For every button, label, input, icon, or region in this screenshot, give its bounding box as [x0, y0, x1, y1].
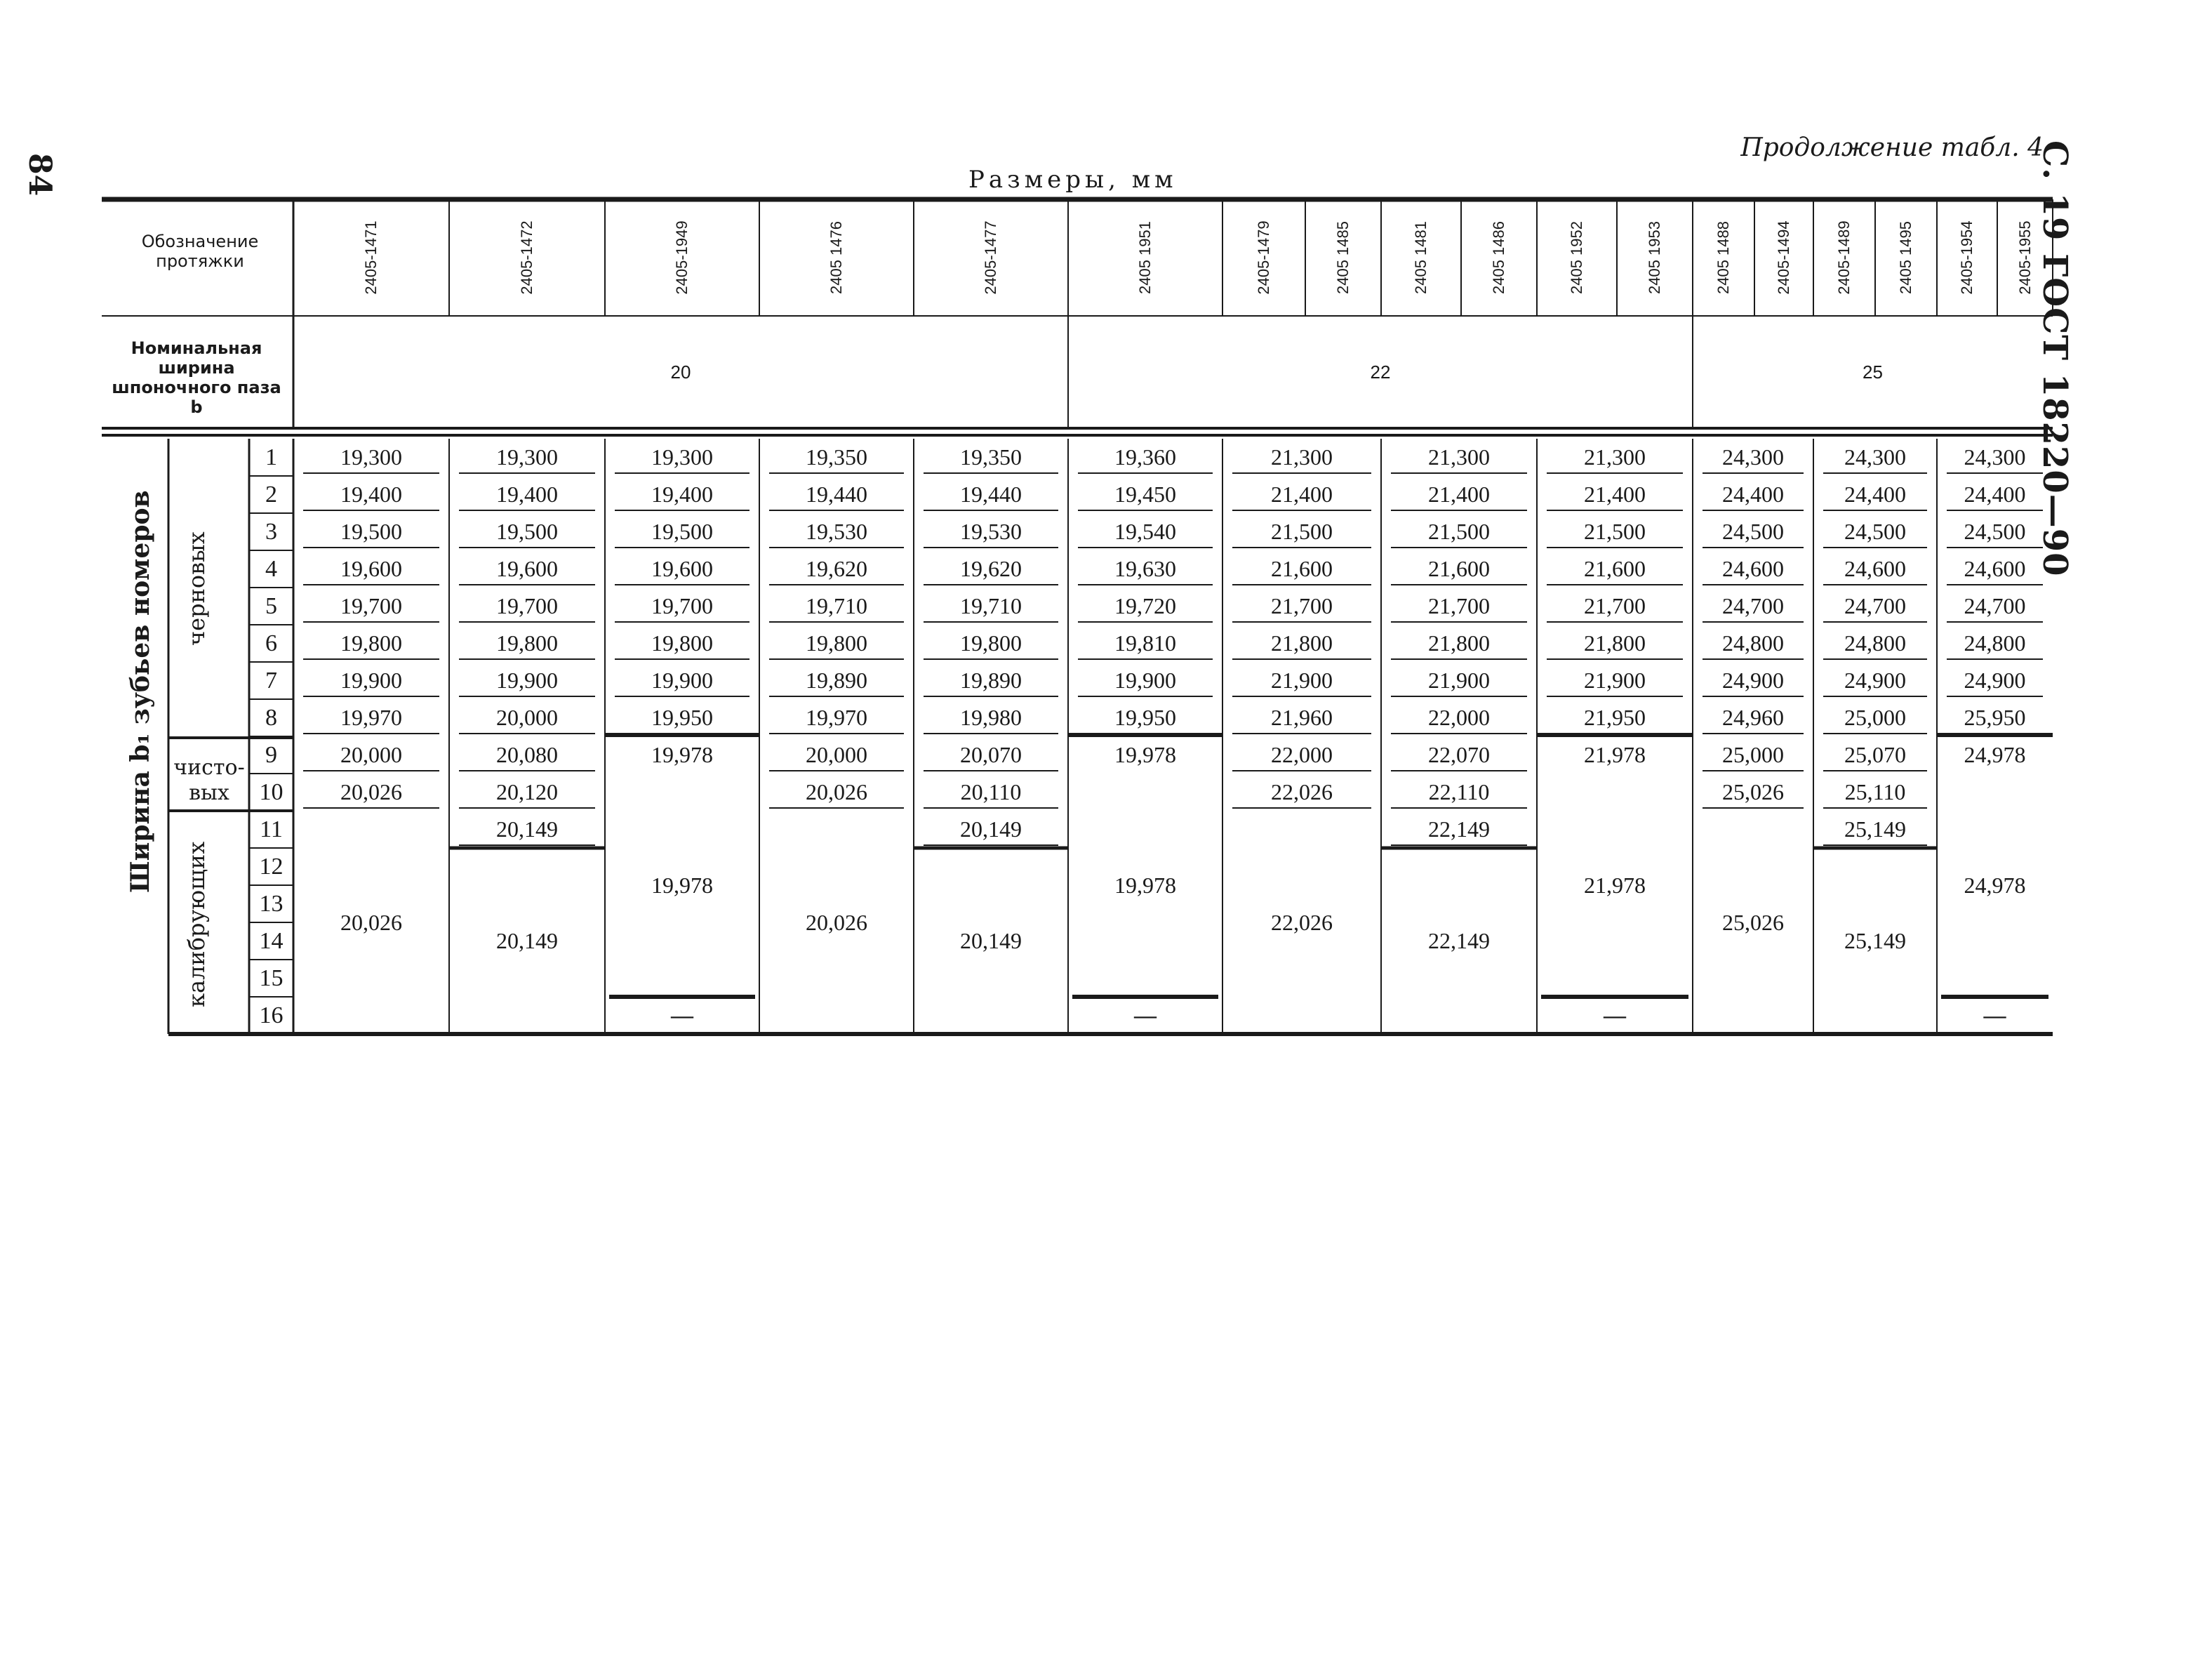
tooth-width-value: 21,960 — [1271, 705, 1333, 730]
tooth-number: 1 — [265, 444, 277, 470]
tool-designation: 2405-1472 — [518, 220, 535, 295]
tooth-width-value: 24,500 — [1964, 519, 2026, 544]
tooth-width-value: 19,890 — [806, 668, 867, 693]
tooth-number: 13 — [259, 890, 284, 917]
tooth-width-value: 21,700 — [1428, 593, 1490, 618]
tooth-number: 16 — [259, 1002, 284, 1028]
tooth-width-value: 21,600 — [1584, 556, 1646, 581]
tooth-width-value: 20,120 — [496, 779, 558, 804]
group-rough-label: черновых — [183, 531, 210, 646]
tooth-width-value: 22,149 — [1428, 816, 1490, 842]
tooth-width-value: 25,110 — [1844, 779, 1906, 804]
tooth-width-value: 25,026 — [1722, 779, 1784, 804]
tooth-number: 2 — [265, 481, 277, 508]
tool-designation: 2405 1481 — [1412, 221, 1430, 294]
tooth-width-value: 20,000 — [340, 742, 402, 767]
tooth-width-value: 19,890 — [960, 668, 1022, 693]
tooth-width-value: 21,300 — [1271, 444, 1333, 470]
tool-designation: 2405 1953 — [1646, 221, 1663, 294]
tooth-width-value: 24,800 — [1844, 630, 1906, 656]
tooth-width-value: 21,300 — [1428, 444, 1490, 470]
tooth-width-value: 21,600 — [1271, 556, 1333, 581]
tooth-width-value: 25,000 — [1844, 705, 1906, 730]
tooth-width-value: 19,300 — [496, 444, 558, 470]
tooth-width-value: 19,980 — [960, 705, 1022, 730]
tooth-width-value: 21,700 — [1584, 593, 1646, 618]
tooth-width-value: 21,500 — [1584, 519, 1646, 544]
nominal-width-value: 20 — [670, 361, 691, 383]
tool-designation: 2405 1488 — [1714, 221, 1732, 294]
tooth-width-value: 19,540 — [1114, 519, 1176, 544]
tooth-width-value: 21,900 — [1271, 668, 1333, 693]
calibrating-width-value: 20,149 — [496, 928, 558, 953]
tooth-width-value: 20,070 — [960, 742, 1022, 767]
tooth-width-value: 24,900 — [1964, 668, 2026, 693]
calibrating-width-value: 24,978 — [1964, 872, 2026, 898]
tooth-width-value: 24,400 — [1844, 482, 1906, 507]
tooth-width-value: 19,800 — [496, 630, 558, 656]
calibrating-width-value: 20,026 — [806, 909, 867, 935]
tooth-width-value: 19,440 — [806, 482, 867, 507]
nominal-width-value: 22 — [1370, 361, 1391, 383]
tooth-width-value: 25,149 — [1844, 816, 1906, 842]
group-finish-label: чисто-вых — [173, 755, 245, 805]
tooth-width-value: 19,500 — [496, 519, 558, 544]
tooth-number: 3 — [265, 518, 277, 545]
tooth-width-value: 21,700 — [1271, 593, 1333, 618]
tool-designation: 2405-1954 — [1958, 220, 1976, 295]
tooth-number: 14 — [259, 927, 284, 954]
tooth-width-value: 24,978 — [1964, 742, 2026, 767]
tooth-number: 8 — [265, 704, 277, 731]
tooth-width-value: 19,950 — [1114, 705, 1176, 730]
tooth-width-value: 20,000 — [806, 742, 867, 767]
tooth-width-value: 24,300 — [1722, 444, 1784, 470]
tooth-width-value: 19,978 — [1114, 742, 1176, 767]
tooth-width-value: 21,400 — [1428, 482, 1490, 507]
tooth-width-value: 24,960 — [1722, 705, 1784, 730]
tooth-width-value: 21,800 — [1271, 630, 1333, 656]
calibrating-width-value: 25,149 — [1844, 928, 1906, 953]
tooth-width-value: 19,600 — [340, 556, 402, 581]
tooth-width-value: 19,950 — [651, 705, 713, 730]
standard-title: С. 19 ГОСТ 18220—90 — [2035, 140, 2074, 577]
tooth-width-value: 24,600 — [1722, 556, 1784, 581]
tooth-width-value: 19,970 — [806, 705, 867, 730]
tooth-number: 12 — [259, 853, 284, 880]
calibrating-width-value: 25,026 — [1722, 909, 1784, 935]
tooth-width-value: 19,620 — [960, 556, 1022, 581]
tool-designation: 2405 1486 — [1490, 221, 1507, 294]
tooth-number: 5 — [265, 592, 277, 619]
tool-designation: 2405-1471 — [362, 220, 380, 295]
calibrating-width-value: 21,978 — [1584, 872, 1646, 898]
dash-cell: — — [671, 1002, 693, 1028]
tooth-width-value: 24,800 — [1722, 630, 1784, 656]
sizes-header: Размеры, мм — [968, 166, 1178, 194]
tool-designation: 2405-1955 — [2016, 220, 2034, 295]
continuation-label: Продолжение табл. 4 — [1740, 133, 2044, 162]
tooth-width-value: 24,900 — [1844, 668, 1906, 693]
tooth-width-value: 19,700 — [651, 593, 713, 618]
tooth-width-value: 25,070 — [1844, 742, 1906, 767]
tooth-width-value: 21,950 — [1584, 705, 1646, 730]
tooth-width-value: 20,149 — [960, 816, 1022, 842]
tooth-width-value: 21,900 — [1428, 668, 1490, 693]
tooth-width-value: 24,500 — [1722, 519, 1784, 544]
tooth-width-value: 20,026 — [340, 779, 402, 804]
tooth-width-value: 24,500 — [1844, 519, 1906, 544]
designation-label: Обозначение протяжки — [141, 232, 259, 271]
tooth-width-value: 19,800 — [806, 630, 867, 656]
calibrating-width-value: 22,026 — [1271, 909, 1333, 935]
tool-designation: 2405-1949 — [673, 220, 691, 295]
tooth-number: 7 — [265, 667, 277, 694]
tooth-width-value: 19,360 — [1114, 444, 1176, 470]
tooth-width-value: 19,530 — [806, 519, 867, 544]
tooth-width-value: 19,300 — [340, 444, 402, 470]
tooth-width-value: 20,000 — [496, 705, 558, 730]
tooth-width-value: 19,810 — [1114, 630, 1176, 656]
tooth-width-value: 19,350 — [806, 444, 867, 470]
tooth-width-value: 19,600 — [496, 556, 558, 581]
tool-designation: 2405-1494 — [1775, 220, 1792, 295]
tooth-width-value: 24,400 — [1722, 482, 1784, 507]
calibrating-width-value: 22,149 — [1428, 928, 1490, 953]
tooth-number: 9 — [265, 741, 277, 768]
calibrating-width-value: 19,978 — [1114, 872, 1176, 898]
tooth-width-value: 19,620 — [806, 556, 867, 581]
tool-designation: 2405-1489 — [1835, 220, 1853, 295]
tooth-width-value: 25,950 — [1964, 705, 2026, 730]
tool-designation: 2405 1485 — [1334, 221, 1352, 294]
tooth-width-value: 19,720 — [1114, 593, 1176, 618]
tooth-width-value: 19,440 — [960, 482, 1022, 507]
tooth-width-value: 19,530 — [960, 519, 1022, 544]
tooth-width-value: 19,800 — [340, 630, 402, 656]
tooth-width-value: 19,600 — [651, 556, 713, 581]
tooth-width-value: 19,630 — [1114, 556, 1176, 581]
tooth-width-value: 24,900 — [1722, 668, 1784, 693]
calibrating-width-value: 20,149 — [960, 928, 1022, 953]
tooth-width-value: 24,700 — [1844, 593, 1906, 618]
tooth-width-value: 24,700 — [1722, 593, 1784, 618]
tooth-number: 11 — [260, 816, 283, 842]
tooth-width-value: 19,900 — [1114, 668, 1176, 693]
tooth-width-value: 19,978 — [651, 742, 713, 767]
tooth-width-value: 20,149 — [496, 816, 558, 842]
tooth-number: 6 — [265, 630, 277, 656]
tool-designation: 2405 1495 — [1897, 221, 1914, 294]
tool-designation: 2405-1477 — [982, 220, 999, 295]
tooth-width-value: 24,800 — [1964, 630, 2026, 656]
tooth-width-value: 19,710 — [960, 593, 1022, 618]
tooth-width-value: 19,400 — [340, 482, 402, 507]
tooth-width-value: 22,000 — [1271, 742, 1333, 767]
nominal-width-label: Номинальная ширина шпоночного паза b — [112, 338, 281, 417]
tooth-width-value: 24,600 — [1964, 556, 2026, 581]
tooth-width-value: 24,400 — [1964, 482, 2026, 507]
tooth-width-value: 19,700 — [496, 593, 558, 618]
tooth-width-value: 19,700 — [340, 593, 402, 618]
tooth-width-value: 21,900 — [1584, 668, 1646, 693]
tooth-number: 10 — [259, 778, 284, 805]
tooth-width-value: 19,710 — [806, 593, 867, 618]
nominal-width-value: 25 — [1863, 361, 1883, 383]
tooth-width-value: 20,110 — [960, 779, 1022, 804]
row-axis-label: Ширина b₁ зубьев номеров — [126, 490, 155, 893]
tooth-number: 15 — [259, 965, 284, 991]
dash-cell: — — [1983, 1002, 2006, 1028]
calibrating-width-value: 19,978 — [651, 872, 713, 898]
tooth-width-value: 19,800 — [960, 630, 1022, 656]
tooth-width-value: 24,300 — [1844, 444, 1906, 470]
tooth-width-value: 19,400 — [496, 482, 558, 507]
page-number: 84 — [22, 153, 58, 197]
tooth-width-value: 19,800 — [651, 630, 713, 656]
tooth-width-value: 19,500 — [340, 519, 402, 544]
group-calib-label: калибрующих — [183, 841, 210, 1007]
tooth-width-value: 24,300 — [1964, 444, 2026, 470]
tool-designation: 2405-1479 — [1255, 220, 1272, 295]
tooth-width-value: 19,400 — [651, 482, 713, 507]
tooth-number: 4 — [265, 555, 277, 582]
tooth-width-value: 21,800 — [1428, 630, 1490, 656]
tooth-width-value: 21,400 — [1271, 482, 1333, 507]
tooth-width-value: 19,500 — [651, 519, 713, 544]
tooth-width-value: 19,300 — [651, 444, 713, 470]
tooth-width-value: 20,026 — [806, 779, 867, 804]
tool-designation: 2405 1476 — [827, 221, 845, 294]
dash-cell: — — [1134, 1002, 1157, 1028]
tooth-width-value: 21,300 — [1584, 444, 1646, 470]
tooth-width-value: 24,600 — [1844, 556, 1906, 581]
calibrating-width-value: 20,026 — [340, 909, 402, 935]
tooth-width-value: 21,400 — [1584, 482, 1646, 507]
tooth-width-value: 22,026 — [1271, 779, 1333, 804]
tooth-width-value: 21,978 — [1584, 742, 1646, 767]
tooth-width-value: 19,900 — [651, 668, 713, 693]
tooth-width-value: 21,600 — [1428, 556, 1490, 581]
tooth-width-value: 19,900 — [496, 668, 558, 693]
tooth-width-value: 21,800 — [1584, 630, 1646, 656]
tooth-width-value: 19,350 — [960, 444, 1022, 470]
tooth-width-value: 21,500 — [1271, 519, 1333, 544]
tooth-width-value: 24,700 — [1964, 593, 2026, 618]
tooth-width-value: 22,110 — [1428, 779, 1490, 804]
tooth-width-value: 20,080 — [496, 742, 558, 767]
dash-cell: — — [1604, 1002, 1626, 1028]
tooth-width-value: 19,900 — [340, 668, 402, 693]
tooth-width-value: 19,970 — [340, 705, 402, 730]
tooth-width-value: 22,070 — [1428, 742, 1490, 767]
tooth-width-value: 21,500 — [1428, 519, 1490, 544]
tooth-width-value: 25,000 — [1722, 742, 1784, 767]
tooth-width-value: 22,000 — [1428, 705, 1490, 730]
tooth-width-value: 19,450 — [1114, 482, 1176, 507]
tool-designation: 2405 1952 — [1568, 221, 1585, 294]
tool-designation: 2405 1951 — [1136, 221, 1154, 294]
